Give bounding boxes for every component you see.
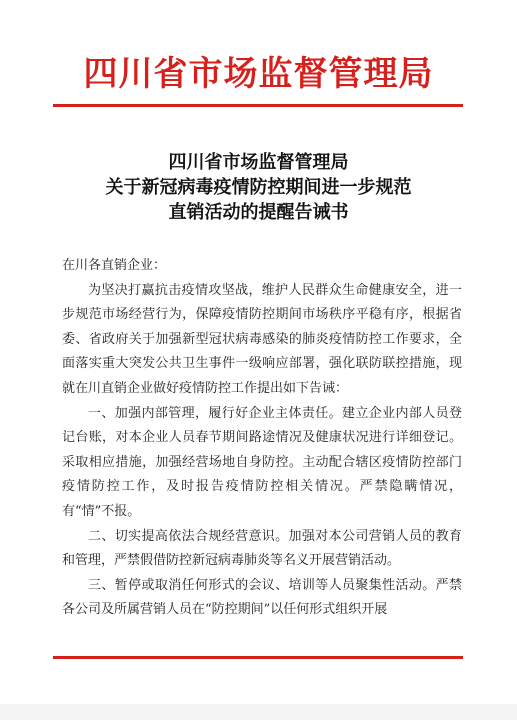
paragraph-item-2: 二、切实提高依法合规经营意识。加强对本公司营销人员的教育和管理，严禁假借防控新冠病毒肺炎等名义开展营销活动。 — [62, 528, 462, 569]
title-line-3: 直销活动的提醒告诫书 — [168, 202, 349, 223]
paragraph-item-1: 一、加强内部管理，履行好企业主体责任。建立企业内部人员登记台账，对本企业人员春节期间路途情况及健康状况进行详细登记。采取相应措施，加强经营场地自身防控。主动配合辖区疫情防控部门疫情防控工作，及时报告疫情防控相关情况。严禁隐瞒情况，有“情”不报。 — [62, 405, 462, 519]
red-header-rule — [53, 104, 463, 107]
title-line-1: 四川省市场监督管理局 — [168, 152, 349, 173]
title-line-2: 关于新冠病毒疫情防控期间进一步规范 — [105, 177, 412, 198]
red-footer-rule — [53, 656, 463, 659]
paragraph-intro: 为坚决打赢抗击疫情攻坚战，维护人民群众生命健康安全，进一步规范市场经营行为，保障疫情防控期间市场秩序平稳有序，根据省委、省政府关于加强新型冠状病毒感染的肺炎疫情防控工作要求，全面落实重大突发公共卫生事件一级响应部署，强化联防联控措施，现就在川直销企业做好疫情防控工作提出如下告诫： — [62, 282, 462, 396]
document-body — [62, 254, 462, 623]
page-bottom-margin — [0, 704, 517, 720]
paragraph-item-3: 三、暂停或取消任何形式的会议、培训等人员聚集性活动。严禁各公司及所属营销人员在“防控期间”以任何形式组织开展 — [62, 577, 462, 618]
salutation: 在川各直销企业： — [62, 258, 167, 273]
document-title — [0, 150, 517, 225]
org-header: 四川省市场监督管理局 — [83, 54, 434, 94]
